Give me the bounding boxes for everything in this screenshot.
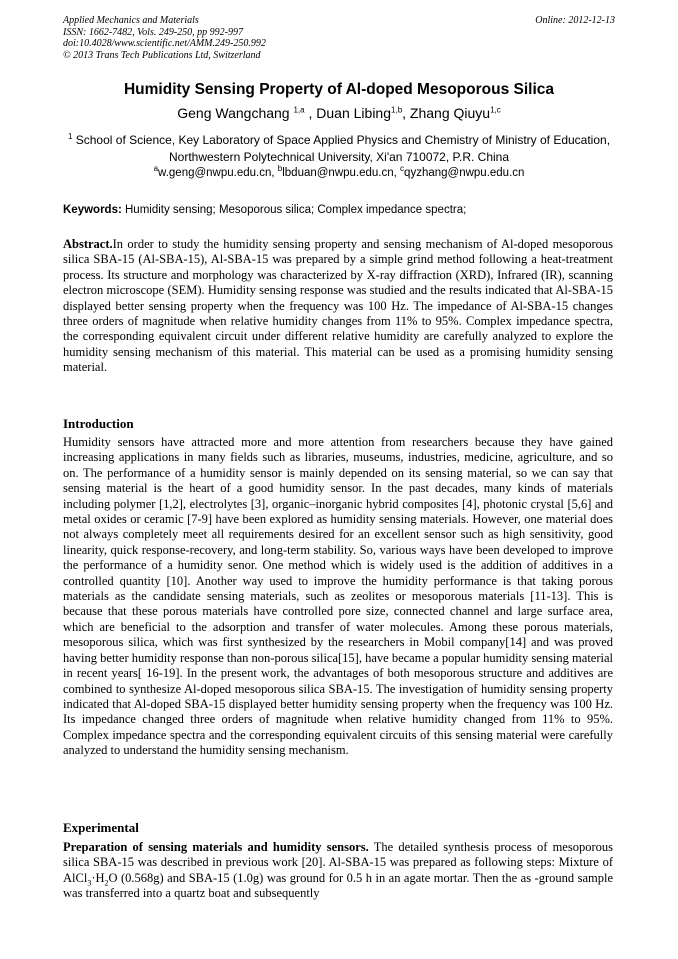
introduction-paragraph: Humidity sensors have attracted more and more attention from researchers because they have gained increasing applications in many fields such as libraries, museums, industries, medicine, agriculture, and so on. The performance of a humidity sensor is mainly depended on its sensing material, so we can say that sensing material is the heart of a good humidity sensor. In the past decades, many kinds of materials including polymer [1,2], electrolytes [3], organic–inorganic hybrid composites [4], photonic crystal [5,6] and metal oxides or ceramic [7-9] have been explored as humidity sensing materials. However, one material does not always completely meet all requirements desired for an excellent sensor such as high sensitivity, good linearity, quick response-recovery, and long-term stability. So, various ways have been developed to improve the performance of a humidity senor. One method which is widely used is the addition of additives in a controlled quantity [10]. Another way used to improve the humidity performance is that taking porous materials as the candidate sensing materials, such as zeolites or mesoporous materials [11-13]. This is because that these porous materials have controlled pore size, connected channel and large surface area, which are beneficial to the adsorption and transfer of water molecules. Among these porous materials, mesoporous silica, which was first synthesized by the researchers in Mobil company[14] and was proved having better humidity response than non-porous silica[15], have became a popular humidity sensing material in recent years[ 16-19]. In the present work, the advantages of both mesoporous structure and additives are combined to synthesize Al-doped mesoporous silica SBA-15. The investigation of humidity sensing property indicated that Al-doped SBA-15 displayed better humidity sensing property when the frequency was 100 Hz. Its impedance changed three orders of magnitude when relative humidity changed from 11% to 95%. Complex impedance spectra and the corresponding equivalent circuits of this sensing material were carefully analyzed to understand the humidity sensing mechanism. (63, 435, 613, 758)
email-link[interactable]: qyzhang@nwpu.edu.cn (404, 167, 525, 179)
journal-header (63, 15, 615, 61)
affiliation-sup: 1 (67, 132, 73, 141)
doi-line: doi:10.4028/www.scientific.net/AMM.249-250.992 (63, 38, 266, 49)
email-sup: c (400, 164, 405, 174)
author-sup: 1,b (391, 105, 403, 115)
affiliation (63, 132, 615, 166)
author-name: , Duan Libing (304, 105, 392, 121)
copyright-line: © 2013 Trans Tech Publications Ltd, Switzerland (63, 49, 261, 61)
experimental-text: The detailed synthesis process of mesoporous silica SBA-15 was described in previous work [20]. Al-SBA-15 was prepared as following steps: Mixture of AlCl (63, 840, 613, 885)
keywords-label: Keywords: (63, 204, 122, 216)
paper-title: Humidity Sensing Property of Al-doped Mesoporous Silica (123, 81, 555, 98)
subsection-heading: Preparation of sensing materials and humidity sensors. (63, 840, 369, 854)
abstract-text: In order to study the humidity sensing property and sensing mechanism of Al-doped mesoporous silica SBA-15 (Al-SBA-15), Al-SBA-15 was prepared by a simple grind method following a heat-treatment process. Its structure and morphology was characterized by X-ray diffraction (XRD), Infrared (IR), scanning electron microscope (SEM). Humidity sensing response was studied and the results indicated that Al-SBA-15 displayed better sensing property when the frequency was 100 Hz. The impedance of Al-SBA-15 changes three orders of magnitude when relative humidity changes from 11% to 95%. Complex impedance spectra, the corresponding equivalent circuit under different relative humidity are carefully analyzed to explore the humidity sensing mechanism of this material. This material can be used as a promising humidity sensing material. (63, 237, 613, 375)
email-link[interactable]: w.geng@nwpu.edu.cn, (158, 167, 278, 179)
author-name: Geng Wangchang (177, 105, 294, 121)
email-sup: a (153, 164, 159, 174)
journal-name: Applied Mechanics and Materials (63, 15, 199, 26)
author-sup: 1,a (293, 105, 305, 115)
section-heading-experimental: Experimental (63, 820, 139, 835)
author-name: , Zhang Qiuyu (402, 105, 491, 121)
experimental-text: ·H (91, 870, 105, 885)
abstract-label: Abstract. (63, 237, 113, 251)
author-list (63, 103, 615, 123)
issn-line: ISSN: 1662-7482, Vols. 249-250, pp 992-997 (63, 26, 243, 38)
experimental-text: O (0.568g) and SBA-15 (1.0g) was ground for 0.5 h in an agate mortar. Then the as -ground sample was transferred into a quartz boat and subsequently (63, 870, 613, 901)
abstract (63, 237, 613, 376)
keywords (63, 203, 623, 217)
email-sup: b (277, 164, 283, 174)
section-heading-introduction: Introduction (63, 416, 134, 431)
author-sup: 1,c (490, 105, 501, 115)
keywords-text: Humidity sensing; Mesoporous silica; Complex impedance spectra; (121, 204, 467, 216)
affiliation-text: School of Science, Key Laboratory of Space Applied Physics and Chemistry of Ministry of Education, Northwestern Polytechnical University, Xi'an 710072, P.R. China (72, 133, 611, 164)
experimental-paragraph (63, 840, 613, 902)
email-line (63, 166, 615, 180)
subscript: 3 (87, 878, 92, 888)
subscript: 2 (104, 878, 109, 888)
email-link[interactable]: lbduan@nwpu.edu.cn, (282, 167, 401, 179)
online-date: Online: 2012-12-13 (535, 15, 615, 26)
